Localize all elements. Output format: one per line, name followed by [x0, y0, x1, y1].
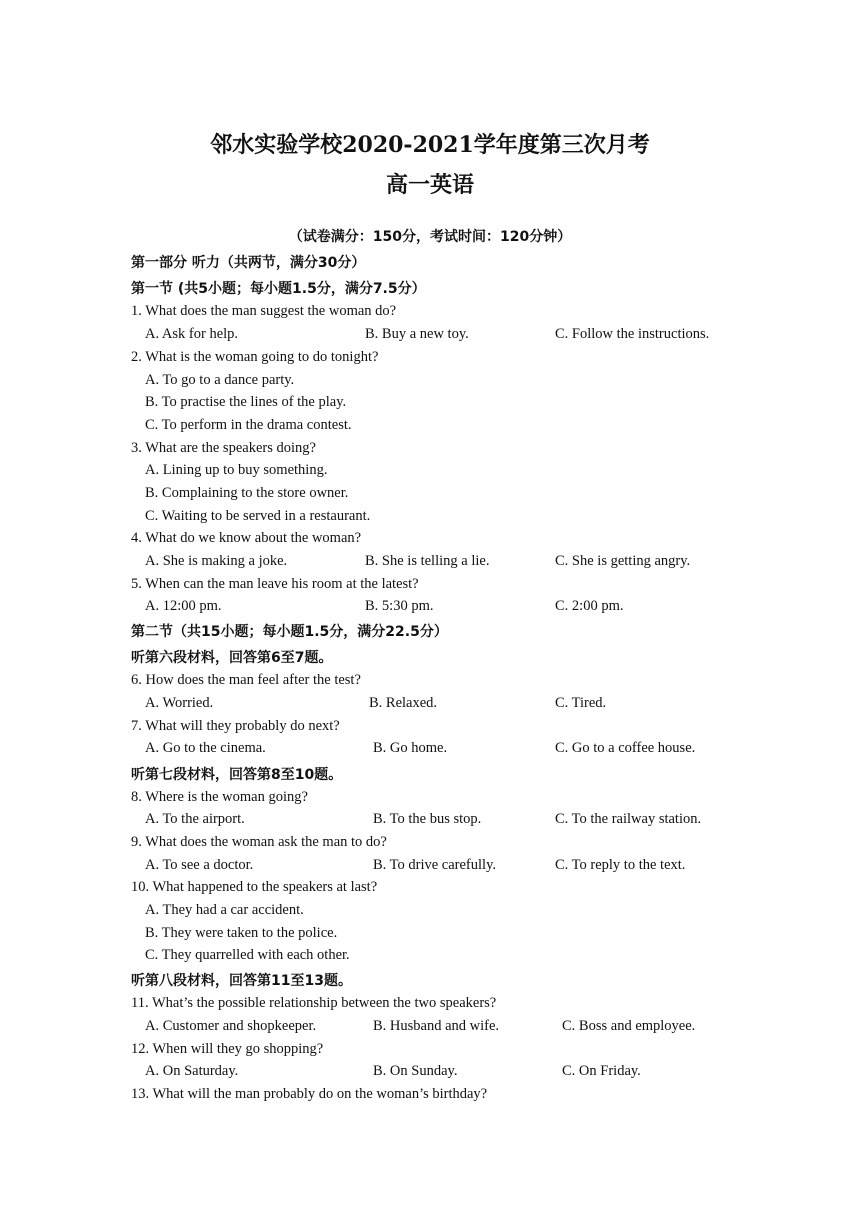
q10-option-c: C. They quarrelled with each other. [145, 947, 350, 963]
q8-option-a: A. To the airport. [145, 811, 245, 827]
exam-title: 邻水实验学校2020-2021学年度第三次月考 [210, 132, 650, 158]
part1-heading: 第一部分 听力（共两节，满分30分） [131, 255, 366, 271]
section1-heading: 第一节 (共5小题；每小题1.5分，满分7.5分） [131, 281, 426, 297]
q6-option-b: B. Relaxed. [369, 695, 438, 711]
q1-option-a: A. Ask for help. [145, 326, 239, 342]
q1-option-b: B. Buy a new toy. [365, 326, 469, 342]
section2-heading: 第二节（共15小题；每小题1.5分，满分22.5分） [131, 624, 448, 640]
q7-option-b: B. Go home. [373, 740, 448, 756]
q7-option-a: A. Go to the cinema. [145, 740, 266, 756]
q2-stem: 2. What is the woman going to do tonight? [131, 349, 379, 365]
q5-option-b: B. 5:30 pm. [365, 598, 434, 614]
q9-option-b: B. To drive carefully. [373, 857, 497, 873]
q12-option-b: B. On Sunday. [373, 1063, 458, 1079]
q2-option-a: A. To go to a dance party. [145, 372, 295, 388]
q13-stem: 13. What will the man probably do on the woman’s birthday? [131, 1086, 488, 1102]
material6-heading: 听第六段材料，回答第6至7题。 [131, 650, 333, 666]
q10-option-b: B. They were taken to the police. [145, 925, 338, 941]
q11-option-c: C. Boss and employee. [562, 1018, 696, 1034]
exam-info: （试卷满分：150分，考试时间：120分钟） [288, 229, 572, 245]
q1-stem: 1. What does the man suggest the woman do? [131, 303, 397, 319]
exam-subtitle: 高一英语 [385, 172, 474, 198]
q3-option-a: A. Lining up to buy something. [145, 462, 328, 478]
q5-option-c: C. 2:00 pm. [555, 598, 624, 614]
q7-option-c: C. Go to a coffee house. [555, 740, 696, 756]
q3-option-b: B. Complaining to the store owner. [145, 485, 349, 501]
q9-option-c: C. To reply to the text. [555, 857, 686, 873]
material8-heading: 听第八段材料，回答第11至13题。 [131, 973, 352, 989]
q8-option-b: B. To the bus stop. [373, 811, 482, 827]
q6-option-c: C. Tired. [555, 695, 607, 711]
q4-option-a: A. She is making a joke. [145, 553, 288, 569]
q3-option-c: C. Waiting to be served in a restaurant. [145, 508, 371, 524]
q9-stem: 9. What does the woman ask the man to do? [131, 834, 387, 850]
q6-stem: 6. How does the man feel after the test? [131, 672, 361, 688]
q11-option-b: B. Husband and wife. [373, 1018, 500, 1034]
q8-stem: 8. Where is the woman going? [131, 789, 308, 805]
q4-option-c: C. She is getting angry. [555, 553, 691, 569]
q11-stem: 11. What’s the possible relationship between the two speakers? [131, 995, 497, 1011]
q1-option-c: C. Follow the instructions. [555, 326, 710, 342]
q5-stem: 5. When can the man leave his room at the latest? [131, 576, 419, 592]
q12-stem: 12. When will they go shopping? [131, 1041, 324, 1057]
material7-heading: 听第七段材料，回答第8至10题。 [131, 767, 343, 783]
q7-stem: 7. What will they probably do next? [131, 718, 340, 734]
q6-option-a: A. Worried. [145, 695, 214, 711]
q5-option-a: A. 12:00 pm. [145, 598, 222, 614]
q8-option-c: C. To the railway station. [555, 811, 702, 827]
q12-option-c: C. On Friday. [562, 1063, 641, 1079]
q11-option-a: A. Customer and shopkeeper. [145, 1018, 317, 1034]
q9-option-a: A. To see a doctor. [145, 857, 254, 873]
q4-option-b: B. She is telling a lie. [365, 553, 490, 569]
q12-option-a: A. On Saturday. [145, 1063, 239, 1079]
q3-stem: 3. What are the speakers doing? [131, 440, 316, 456]
q2-option-b: B. To practise the lines of the play. [145, 394, 347, 410]
q10-option-a: A. They had a car accident. [145, 902, 304, 918]
q4-stem: 4. What do we know about the woman? [131, 530, 362, 546]
q10-stem: 10. What happened to the speakers at last? [131, 879, 378, 895]
q2-option-c: C. To perform in the drama contest. [145, 417, 352, 433]
